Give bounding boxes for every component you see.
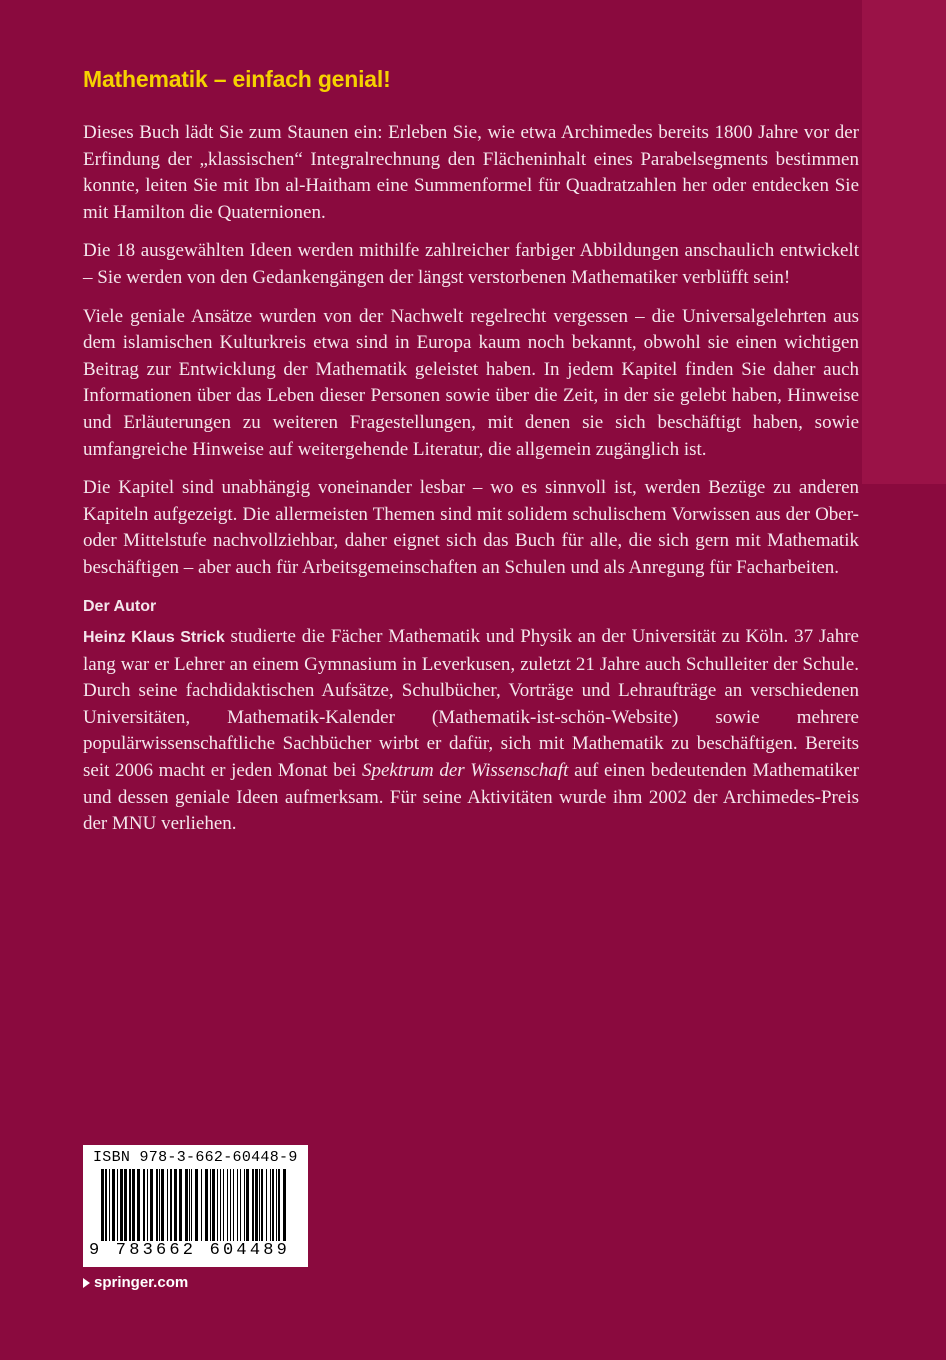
arrow-right-icon xyxy=(83,1278,90,1288)
barcode-bar xyxy=(240,1169,241,1241)
barcode-bar xyxy=(109,1169,110,1241)
paragraph: Viele geniale Ansätze wurden von der Nachwelt regelrecht vergessen – die Universalgelehrten aus dem islamischen Kulturkreis etwa sind in Europa kaum noch bekannt, obwohl sie einen wichtigen Beitrag zur Entwicklung der Mathematik geleistet haben. In jedem Kapitel finden Sie daher auch Informationen über das Leben dieser Personen sowie über die Zeit, in der sie gelebt haben, Hinweise und Erläuterungen zu weiteren Fragestellungen, mit denen sie sich beschäftigt haben, sowie umfangreiche Hinweise auf weitergehende Literatur, die allgemein zugänglich ist. xyxy=(83,305,859,460)
barcode-bar xyxy=(201,1169,202,1249)
page-title: Mathematik – einfach genial! xyxy=(83,66,391,92)
barcode-bar xyxy=(147,1169,148,1241)
barcode-bar xyxy=(143,1169,145,1241)
barcode-bar xyxy=(105,1169,107,1249)
barcode-bar xyxy=(195,1169,198,1249)
barcode-bar xyxy=(266,1169,267,1241)
isbn-barcode xyxy=(83,1145,308,1267)
author-bio-text-end: auf einen bedeutenden Mathematiker und dessen geniale Ideen aufmerksam. Für seine Aktivitäten wurde ihm 2002 der Archimedes-Preis der MNU verliehen. xyxy=(83,760,859,835)
barcode-bar xyxy=(212,1169,215,1241)
barcode-bar xyxy=(112,1169,115,1241)
barcode-bar xyxy=(255,1169,258,1241)
decorative-side-band xyxy=(862,0,946,484)
magazine-title: Spektrum der Wissenschaft xyxy=(361,760,569,782)
barcode-bar xyxy=(174,1169,177,1241)
barcode-bar xyxy=(252,1169,254,1241)
barcode-bar xyxy=(276,1169,277,1241)
barcode-bars xyxy=(101,1169,291,1249)
barcode-bar xyxy=(179,1169,182,1241)
barcode-bar xyxy=(270,1169,271,1241)
barcode-bar xyxy=(129,1169,131,1241)
barcode-bar xyxy=(137,1169,140,1241)
blurb-text xyxy=(83,120,859,838)
barcode-bar xyxy=(170,1169,172,1241)
barcode-bar xyxy=(210,1169,211,1241)
barcode-bar xyxy=(217,1169,218,1241)
author-bio-text: studierte die Fächer Mathematik und Physik an der Universität zu Köln. 37 Jahre lang war er Lehrer an einem Gymnasium in Leverkusen, zuletzt 21 Jahre auch Schulleiter der Schule. Durch seine fachdidaktischen Aufsätze, Schulbücher, Vorträge und Lehraufträge an verschiedenen Universitäten, Mathematik-Kalender (Mathematik-ist-schön-Website) sowie mehrere populärwissenschaftliche Sachbücher wirbt er dafür, sich mit Mathematik zu beschäftigen. Bereits seit 2006 macht er jeden Monat bei xyxy=(83,626,859,782)
author-heading: Der Autor xyxy=(83,597,157,615)
barcode-bar xyxy=(259,1169,260,1241)
publisher-website: springer.com xyxy=(94,1274,189,1291)
barcode-bar xyxy=(246,1169,249,1241)
barcode-bar xyxy=(185,1169,188,1241)
barcode-bar xyxy=(244,1169,245,1241)
barcode-bar xyxy=(227,1169,228,1241)
barcode-bar xyxy=(161,1169,164,1241)
barcode-bar xyxy=(272,1169,274,1241)
barcode-bar xyxy=(167,1169,168,1241)
barcode-bar xyxy=(283,1169,286,1249)
ean-number: 9 783662 604489 xyxy=(89,1241,291,1260)
barcode-bar xyxy=(223,1169,224,1241)
barcode-bar xyxy=(205,1169,208,1241)
barcode-bar xyxy=(220,1169,221,1241)
barcode-bar xyxy=(191,1169,192,1241)
publisher-link[interactable] xyxy=(83,1274,188,1291)
barcode-bar xyxy=(159,1169,160,1241)
barcode-bar xyxy=(132,1169,135,1241)
paragraph: Die Kapitel sind unabhängig voneinander lesbar – wo es sinnvoll ist, werden Bezüge zu anderen Kapiteln aufgezeigt. Die allermeisten Themen sind mit solidem schulischem Vorwissen aus der Ober- oder Mittelstufe nachvollziehbar, daher eignet sich das Buch für alle, die sich gern mit Mathematik beschäftigen – aber auch für Arbeitsgemeinschaften an Schulen und als Anregung für Facharbeiten. xyxy=(83,477,859,578)
author-bio xyxy=(83,624,859,838)
barcode-bar xyxy=(233,1169,234,1241)
barcode-bar xyxy=(189,1169,190,1241)
barcode-bar xyxy=(150,1169,153,1241)
barcode-bar xyxy=(101,1169,104,1249)
barcode-bar xyxy=(278,1169,280,1249)
barcode-bar xyxy=(230,1169,231,1241)
barcode-bar xyxy=(237,1169,238,1241)
author-name: Heinz Klaus Strick xyxy=(83,629,225,647)
barcode-bar xyxy=(124,1169,127,1241)
isbn-label: ISBN 978-3-662-60448-9 xyxy=(93,1149,298,1166)
barcode-bar xyxy=(261,1169,263,1241)
paragraph: Dieses Buch lädt Sie zum Staunen ein: Erleben Sie, wie etwa Archimedes bereits 1800 Jahre vor der Erfindung der „klassischen“ Integralrechnung den Flächeninhalt eines Parabelsegments bestimmen konnte, leiten Sie mit Ibn al-Haitham eine Summenformel für Quadratzahlen her oder entdecken Sie mit Hamilton die Quaternionen. xyxy=(83,122,859,223)
barcode-bar xyxy=(117,1169,118,1241)
barcode-bar xyxy=(120,1169,123,1241)
barcode-bar xyxy=(156,1169,158,1241)
paragraph: Die 18 ausgewählten Ideen werden mithilfe zahlreicher farbiger Abbildungen anschaulich entwickelt – Sie werden von den Gedankengängen der längst verstorbenen Mathematiker verblüfft sein! xyxy=(83,240,859,288)
